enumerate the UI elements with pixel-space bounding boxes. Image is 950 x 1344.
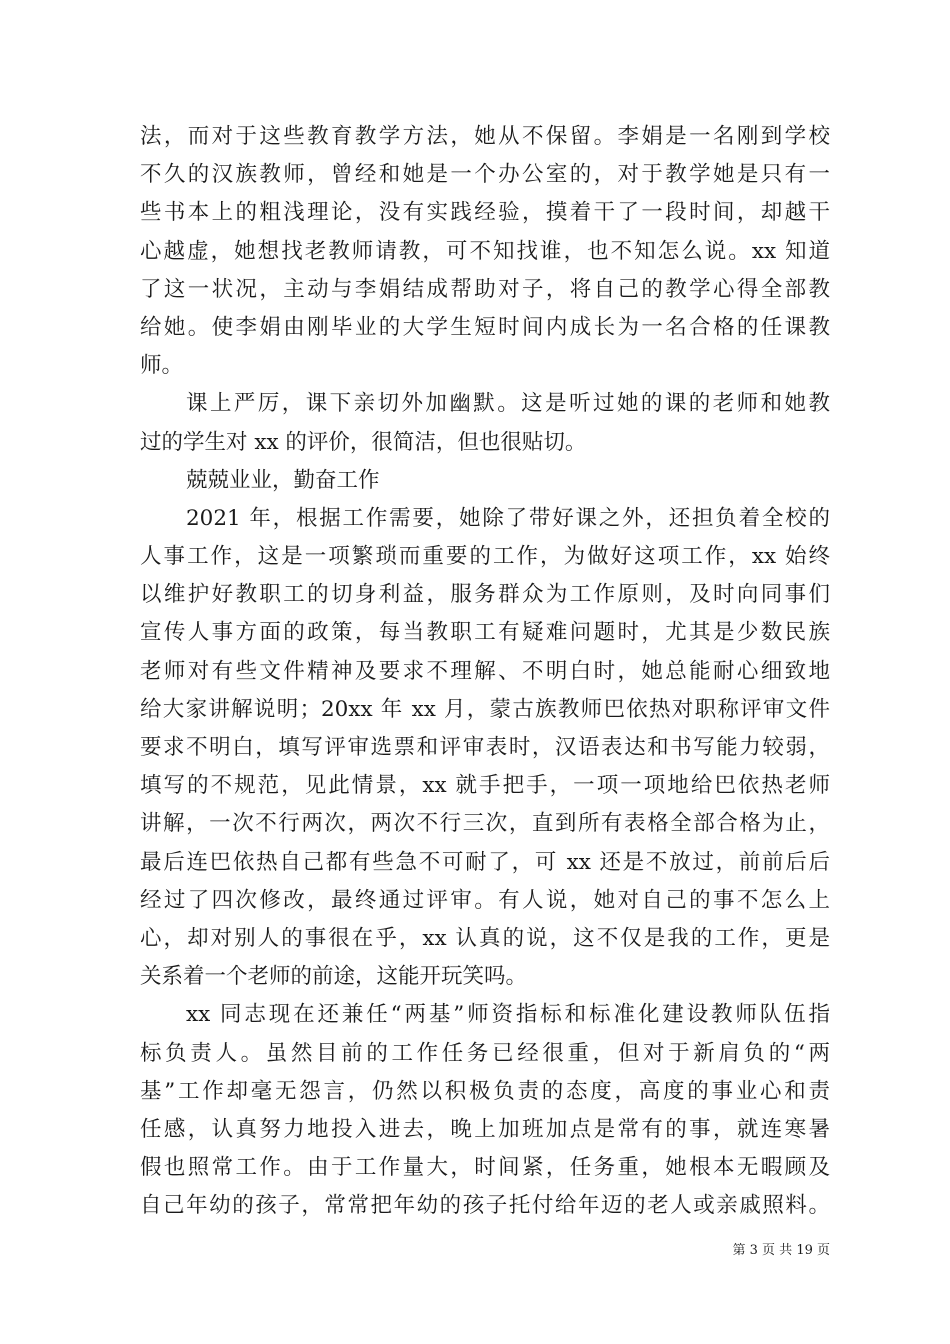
text-line: 给大家讲解说明；20xx 年 xx 月，蒙古族教师巴依热对职称评审文件 bbox=[140, 696, 830, 722]
text-line: 基”工作却毫无怨言，仍然以积极负责的态度，高度的事业心和责 bbox=[140, 1078, 830, 1104]
text-line: 以维护好教职工的切身利益，服务群众为工作原则，及时向同事们 bbox=[140, 582, 830, 608]
text-line: 最后连巴依热自己都有些急不可耐了，可 xx 还是不放过，前前后后 bbox=[140, 849, 830, 875]
text-line: 要求不明白，填写评审选票和评审表时，汉语表达和书写能力较弱， bbox=[140, 735, 830, 760]
body-text bbox=[140, 118, 830, 1225]
text-line: 人事工作，这是一项繁琐而重要的工作，为做好这项工作，xx 始终 bbox=[140, 544, 830, 570]
text-line: 经过了四次修改，最终通过评审。有人说，她对自己的事不怎么上 bbox=[140, 887, 830, 913]
text-line: 宣传人事方面的政策，每当教职工有疑难问题时，尤其是少数民族 bbox=[140, 620, 830, 646]
text-line: 师。 bbox=[140, 353, 184, 379]
text-line: 自己年幼的孩子，常常把年幼的孩子托付给年迈的老人或亲戚照料。 bbox=[140, 1193, 830, 1219]
text-line: 心越虚，她想找老教师请教，可不知找谁，也不知怎么说。xx 知道 bbox=[140, 238, 830, 264]
text-line: 不久的汉族教师，曾经和她是一个办公室的，对于教学她是只有一 bbox=[140, 162, 830, 188]
text-line: 标负责人。虽然目前的工作任务已经很重，但对于新肩负的“两 bbox=[140, 1040, 830, 1066]
text-line: 心，却对别人的事很在乎，xx 认真的说，这不仅是我的工作，更是 bbox=[140, 925, 830, 951]
page-number: 第 3 页 共 19 页 bbox=[732, 1243, 830, 1258]
text-line: 填写的不规范，见此情景，xx 就手把手，一项一项地给巴依热老师 bbox=[140, 773, 830, 799]
text-line: 了这一状况，主动与李娟结成帮助对子，将自己的教学心得全部教 bbox=[140, 276, 830, 302]
paragraph-start-line: xx 同志现在还兼任“两基”师资指标和标准化建设教师队伍指 bbox=[186, 1002, 830, 1028]
text-line: 关系着一个老师的前途，这能开玩笑吗。 bbox=[140, 964, 528, 990]
text-line: 法，而对于这些教育教学方法，她从不保留。李娟是一名刚到学校 bbox=[140, 124, 830, 149]
text-line: 过的学生对 xx 的评价，很简洁，但也很贴切。 bbox=[140, 429, 587, 455]
text-line: 讲解，一次不行两次，两次不行三次，直到所有表格全部合格为止， bbox=[140, 811, 830, 837]
text-line: 假也照常工作。由于工作量大，时间紧，任务重，她根本无暇顾及 bbox=[140, 1155, 830, 1181]
text-line: 任感，认真努力地投入进去，晚上加班加点是常有的事，就连寒暑 bbox=[140, 1116, 830, 1142]
paragraph-start-line: 课上严厉，课下亲切外加幽默。这是听过她的课的老师和她教 bbox=[186, 391, 830, 417]
text-line: 些书本上的粗浅理论，没有实践经验，摸着干了一段时间，却越干 bbox=[140, 200, 830, 226]
text-line: 给她。使李娟由刚毕业的大学生短时间内成长为一名合格的任课教 bbox=[140, 314, 830, 340]
text-line: 老师对有些文件精神及要求不理解、不明白时，她总能耐心细致地 bbox=[140, 658, 830, 684]
section-heading: 兢兢业业，勤奋工作 bbox=[186, 467, 380, 493]
paragraph-start-line: 2021 年，根据工作需要，她除了带好课之外，还担负着全校的 bbox=[186, 505, 830, 531]
